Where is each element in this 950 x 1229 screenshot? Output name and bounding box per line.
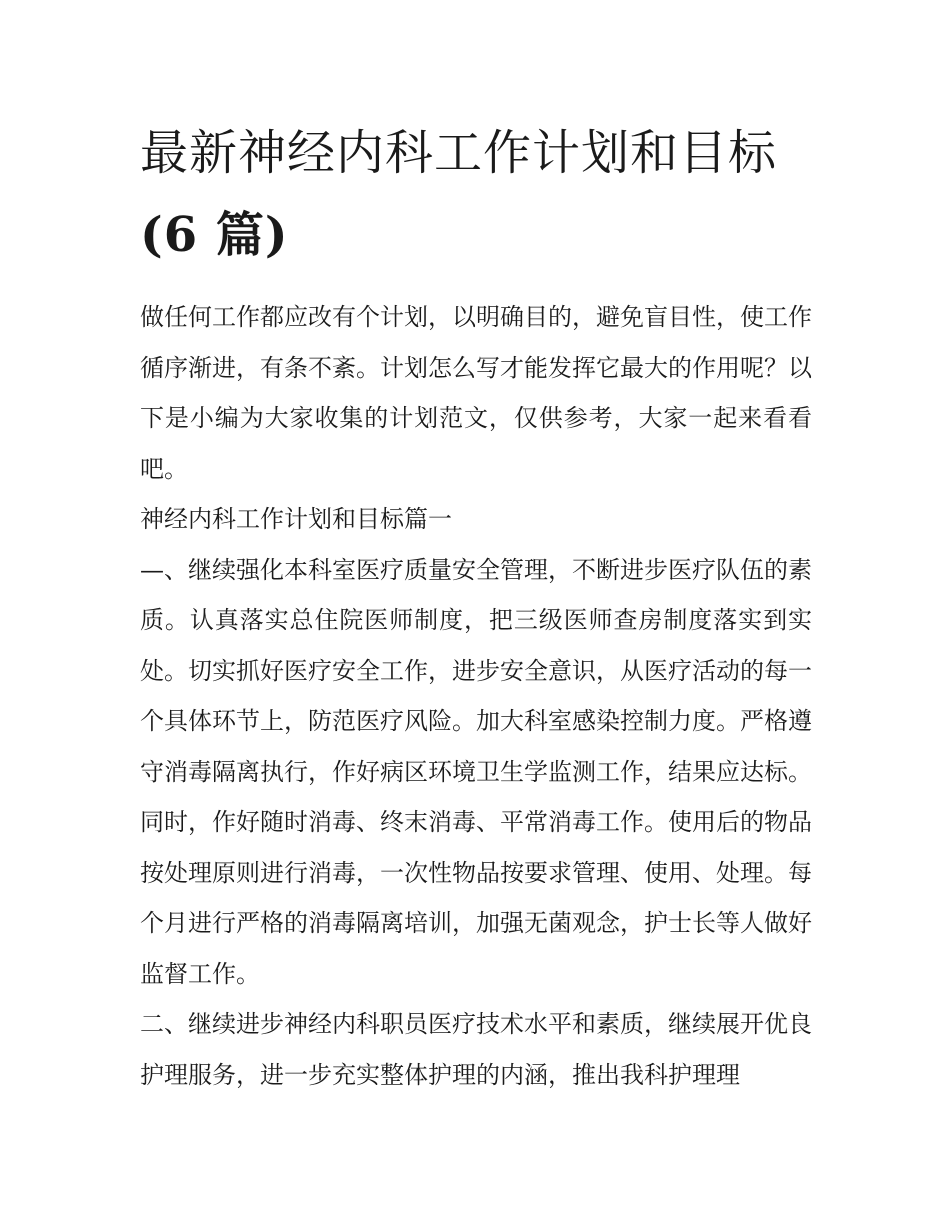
title-main: 最新神经内科工作计划和目标 [140,125,778,181]
intro-paragraph: 做任何工作都应改有个计划，以明确目的，避免盲目性，使工作循序渐进，有条不紊。计划怎么写才能发挥它最大的作用呢？以下是小编为大家收集的计划范文，仅供参考，大家一起来看看吧。 [140,303,812,483]
section-heading: 神经内科工作计划和目标篇一 [140,505,452,533]
body-paragraph-1: —、继续强化本科室医疗质量安全管理，不断进步医疗队伍的素质。认真落实总住院医师制度，把三级医师查房制度落实到实处。切实抓好医疗安全工作，进步安全意识，从医疗活动的每一个具体环节上，防范医疗风险。加大科室感染控制力度。严格遵守消毒隔离执行，作好病区环境卫生学监测工作，结果应达标。同时，作好随时消毒、终末消毒、平常消毒工作。使用后的物品按处理原则进行消毒，一次性物品按要求管理、使用、处理。每个月进行严格的消毒隔离培训，加强无菌观念，护士长等人做好监督工作。 [140,555,812,988]
title-suffix: (6 篇) [140,207,289,263]
document-page [140,112,812,1100]
body-paragraph-2: 二、继续进步神经内科职员医疗技术水平和素质，继续展开优良护理服务，进一步充实整体护理的内涵，推出我科护理理 [140,1010,812,1089]
document-title [140,112,812,276]
